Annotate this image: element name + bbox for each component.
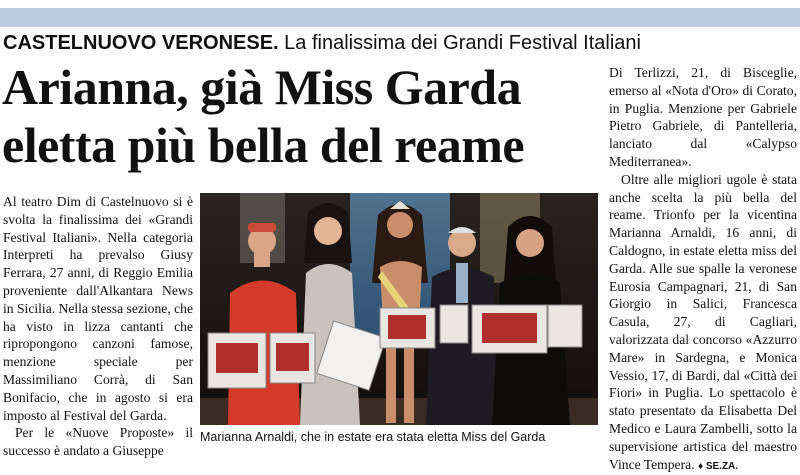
author-signature: ♦ SE.ZA. [697, 460, 739, 472]
paragraph: Al teatro Dim di Castelnuovo si è svolta la finalissima dei «Grandi Festival Italiani». Nella categoria Interpreti ha prevalso Giusy Ferrara, 27 anni, di Reggio Emilia proveniente dall'Alkantara News in Sicilia. Nella stessa sezione, che ha visto in lizza cantanti che ripropongono canzoni famose, menzione speciale per Massimiliano Corrà, di San Bonifacio, che in agosto si era imposto al Festival del Garda. [3, 194, 193, 423]
top-color-bar [0, 8, 800, 27]
photo-caption: Marianna Arnaldi, che in estate era stata eletta Miss del Garda [200, 430, 546, 444]
kicker [3, 30, 641, 56]
paragraph: Per le «Nuove Proposte» il successo è andato a Giuseppe [3, 425, 193, 459]
news-photo [200, 193, 598, 425]
headline-line-2: eletta più bella del reame [2, 117, 525, 173]
headline [2, 58, 602, 174]
kicker-location: CASTELNUOVO VERONESE. [3, 32, 279, 54]
body-column-left [3, 193, 193, 460]
paragraph [609, 171, 797, 475]
photo-illustration [200, 193, 598, 425]
paragraph-text: Oltre alle migliori ugole è stata anche scelta la più bella del reame. Trionfo per la vicentina Marianna Arnaldi, 16 anni, di Caldogno, in estate eletta miss del Garda. Alle sue spalle la veronese Eurosia Campagnari, 21, di San Giorgio in Salici, Francesca Casula, 27, di Cagliari, valorizzata dal concorso «Azzurro Mare» in Sardegna, e Monica Vessio, 17, di Bardi, dal «Città dei Fiori» in Puglia. Lo spettacolo è stato presentato da Elisabetta Del Medico e Laura Zambelli, sotto la supervisione artistica del maestro Vince Tempera. [609, 171, 797, 472]
headline-line-1: Arianna, già Miss Garda [2, 59, 522, 115]
paragraph: Di Terlizzi, 21, di Bisceglie, emerso al «Nota d'Oro» di Corato, in Puglia. Menzione per Gabriele Pietro Gabriele, di Pantelleria, lanciato dal «Calypso Mediterranea». [609, 65, 797, 169]
kicker-subtitle: La finalissima dei Grandi Festival Italiani [284, 32, 641, 54]
body-column-right [609, 64, 797, 475]
